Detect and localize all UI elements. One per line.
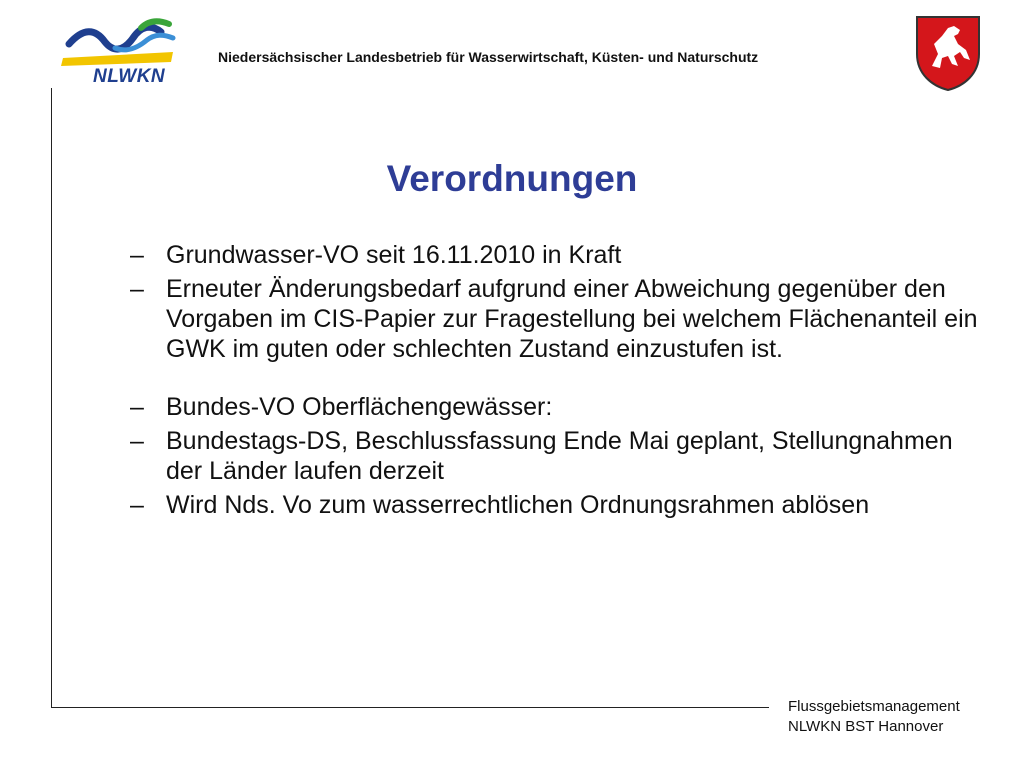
bullet-dash: – [130, 427, 144, 455]
bullet-text: Bundes-VO Oberflächengewässer: [166, 393, 553, 421]
bullet-text: Bundestags-DS, Beschlussfassung Ende Mai geplant, Stellungnahmen der Länder laufen derzeit [166, 427, 953, 485]
bullet-text: Erneuter Änderungsbedarf aufgrund einer Abweichung gegenüber den Vorgaben im CIS-Papier zur Fragestellung bei welchem Flächenanteil ein GWK im guten oder schlechten Zustand einzustufen ist. [166, 275, 978, 363]
bullet-dash: – [130, 241, 144, 269]
bullet-item [130, 392, 990, 422]
footer-line-department: Flussgebietsmanagement [788, 698, 960, 715]
logo-text: NLWKN [93, 66, 166, 87]
bullet-dash: – [130, 491, 144, 519]
footer-line-office: NLWKN BST Hannover [788, 718, 944, 735]
bullet-list [130, 240, 990, 524]
slide-title: Verordnungen [386, 158, 638, 199]
bullet-text: Wird Nds. Vo zum wasserrechtlichen Ordnungsrahmen ablösen [166, 491, 870, 519]
bullet-dash: – [130, 393, 144, 421]
frame-bottom-line [51, 707, 769, 708]
lower-saxony-horse-crest-icon [914, 14, 982, 92]
bullet-item [130, 240, 990, 270]
bullet-dash: – [130, 275, 144, 303]
nlwkn-logo [55, 18, 180, 90]
bullet-item [130, 426, 990, 486]
organization-name: Niedersächsischer Landesbetrieb für Wasserwirtschaft, Küsten- und Naturschutz [218, 49, 759, 65]
bullet-text: Grundwasser-VO seit 16.11.2010 in Kraft [166, 241, 622, 269]
bullet-item [130, 274, 990, 364]
bullet-item [130, 490, 990, 520]
footer [788, 697, 960, 737]
wave-logo-icon [55, 18, 180, 66]
